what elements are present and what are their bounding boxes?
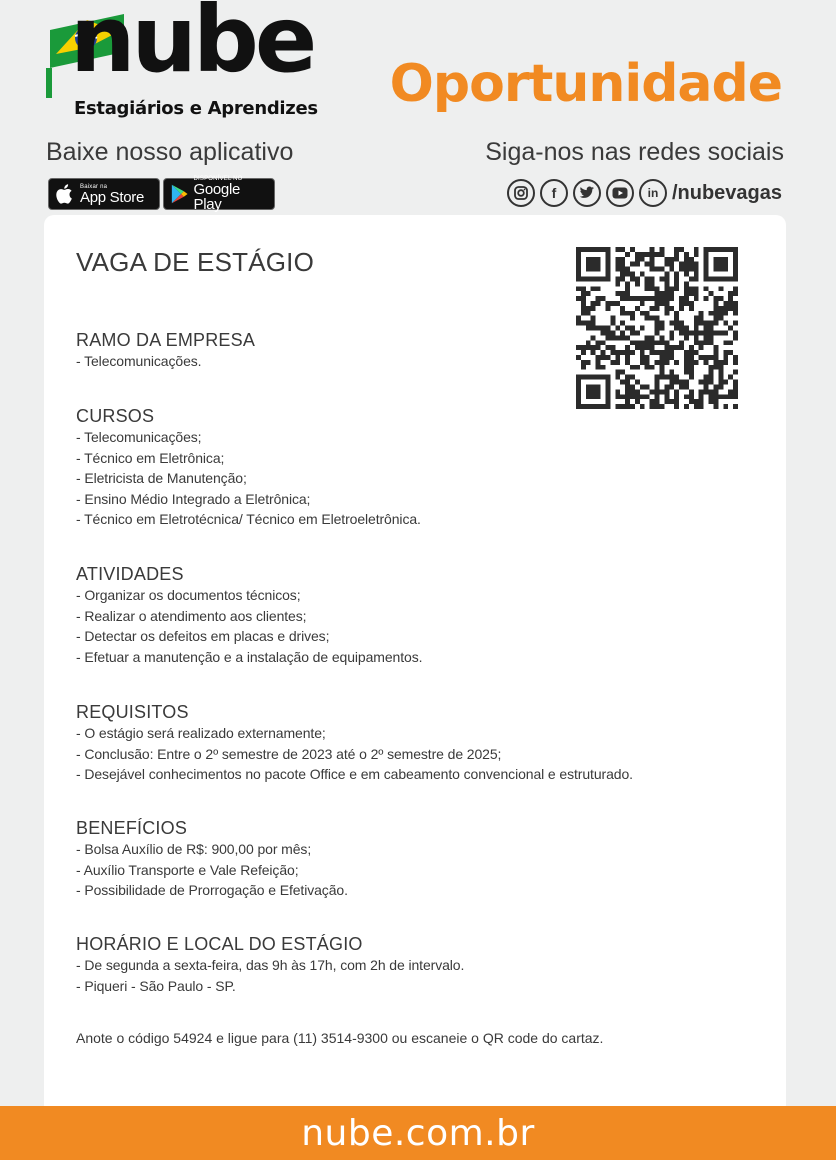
section-heading: CURSOS xyxy=(76,406,155,426)
section-cursos xyxy=(76,405,421,530)
section-heading: REQUISITOS xyxy=(76,702,189,722)
section-heading: BENEFÍCIOS xyxy=(76,818,188,838)
job-card xyxy=(44,215,786,1115)
list-item: - Organizar os documentos técnicos; xyxy=(76,587,301,603)
footer-url[interactable]: nube.com.br xyxy=(301,1112,535,1154)
google-play-small: DISPONÍVEL NO xyxy=(193,176,243,182)
list-item: - O estágio será realizado externamente; xyxy=(76,725,326,741)
section-atividades xyxy=(76,563,422,667)
section-heading: RAMO DA EMPRESA xyxy=(76,330,256,350)
section-heading: ATIVIDADES xyxy=(76,564,184,584)
headline: Oportunidade xyxy=(389,54,782,114)
section-ramo xyxy=(76,329,255,372)
list-item: - Bolsa Auxílio de R$: 900,00 por mês; xyxy=(76,841,312,857)
list-item: - Eletricista de Manutenção; xyxy=(76,470,247,486)
list-item: - Auxílio Transporte e Vale Refeição; xyxy=(76,861,299,878)
nube-logo xyxy=(44,0,318,128)
footer xyxy=(0,1106,836,1160)
google-play-icon xyxy=(170,183,188,205)
social-handle[interactable]: /nubevagas xyxy=(671,181,782,204)
logo-wordmark: nube xyxy=(70,0,314,93)
list-item: - Ensino Médio Integrado a Eletrônica; xyxy=(76,490,311,507)
linkedin-icon[interactable]: in xyxy=(639,179,667,207)
list-item: - Técnico em Eletrônica; xyxy=(76,449,225,466)
google-play-badge[interactable] xyxy=(163,176,275,213)
list-item: - De segunda a sexta-feira, das 9h às 17h, com 2h de intervalo. xyxy=(76,957,465,973)
google-play-label: Google Play xyxy=(193,181,241,213)
instagram-icon[interactable] xyxy=(507,179,535,207)
list-item: - Técnico em Eletrotécnica/ Técnico em Eletroeletrônica. xyxy=(76,511,421,527)
app-store-badge[interactable] xyxy=(48,178,160,210)
app-download-label: Baixe nosso aplicativo xyxy=(46,138,294,166)
contact-info: Anote o código 54924 e ligue para (11) 3514-9300 ou escaneie o QR code do cartaz. xyxy=(76,1030,604,1046)
qr-code[interactable] xyxy=(576,247,738,409)
section-horario xyxy=(76,933,464,996)
list-item: - Telecomunicações; xyxy=(76,429,202,445)
list-item: - Telecomunicações. xyxy=(76,353,202,369)
list-item: - Possibilidade de Prorrogação e Efetivação. xyxy=(76,882,348,898)
app-store-small: Baixar na xyxy=(80,183,108,190)
social-follow-label: Siga-nos nas redes sociais xyxy=(485,138,784,166)
card-title: VAGA DE ESTÁGIO xyxy=(76,247,315,277)
section-heading: HORÁRIO E LOCAL DO ESTÁGIO xyxy=(76,934,363,954)
logo-subtitle: Estagiários e Aprendizes xyxy=(74,98,318,119)
list-item: - Detectar os defeitos em placas e drives; xyxy=(76,628,330,644)
social-links xyxy=(507,177,782,209)
apple-icon xyxy=(55,183,75,205)
list-item: - Desejável conhecimentos no pacote Office e em cabeamento convencional e estruturado. xyxy=(76,766,633,782)
facebook-icon[interactable]: f xyxy=(540,179,568,207)
list-item: - Piqueri - São Paulo - SP. xyxy=(76,977,236,994)
section-beneficios xyxy=(76,817,348,901)
app-store-label: App Store xyxy=(80,188,145,206)
section-requisitos xyxy=(76,701,633,785)
list-item: - Realizar o atendimento aos clientes; xyxy=(76,607,307,624)
youtube-icon[interactable] xyxy=(606,179,634,207)
list-item: - Efetuar a manutenção e a instalação de equipamentos. xyxy=(76,648,423,665)
twitter-icon[interactable] xyxy=(573,179,601,207)
list-item: - Conclusão: Entre o 2º semestre de 2023 até o 2º semestre de 2025; xyxy=(76,745,502,762)
